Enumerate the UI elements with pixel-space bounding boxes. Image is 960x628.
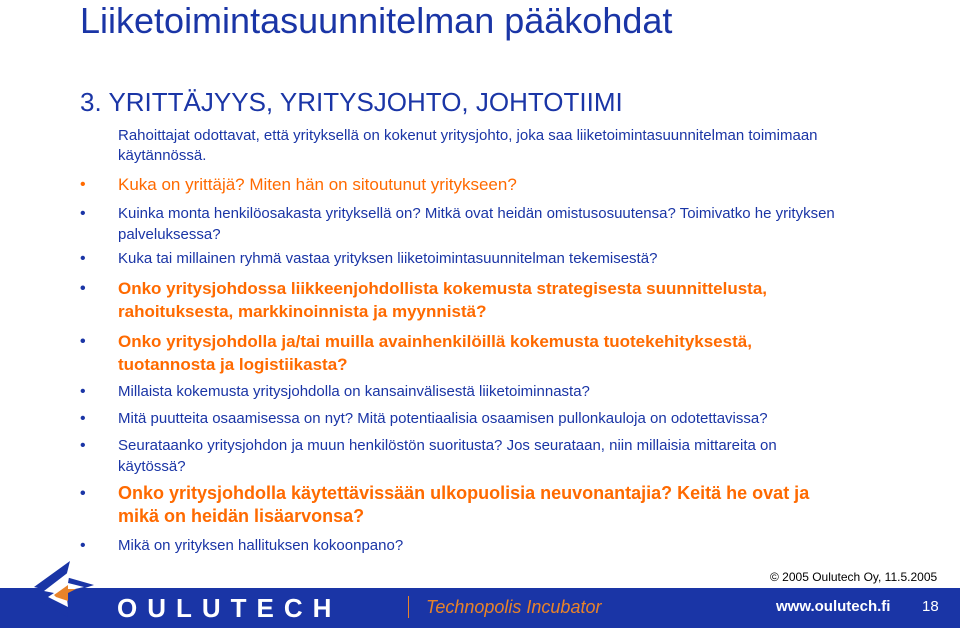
bullet-marker: •	[80, 485, 86, 502]
copyright-notice: © 2005 Oulutech Oy, 11.5.2005	[770, 570, 938, 584]
bullet-text: Kuinka monta henkilöosakasta yrityksellä on? Mitkä ovat heidän omistusosuutensa? Toimivatko he yrityksen palveluksessa?	[118, 205, 835, 243]
bullet-text: Onko yritysjohdolla ja/tai muilla avainhenkilöillä kokemusta tuotekehityksestä, tuotannosta ja logistiikasta?	[118, 332, 752, 374]
bullet-marker: •	[80, 383, 86, 400]
bullet-text: Millaista kokemusta yritysjohdolla on kansainvälisestä liiketoiminnasta?	[118, 383, 590, 400]
bullet-marker: •	[80, 410, 86, 427]
section-heading: 3. YRITTÄJYYS, YRITYSJOHTO, JOHTOTIIMI	[80, 87, 623, 117]
bullet-text: Onko yritysjohdossa liikkeenjohdollista kokemusta strategisesta suunnittelusta, rahoituksesta, markkinoinnista ja myynnistä?	[118, 279, 768, 321]
bullet-text: Kuka on yrittäjä? Miten hän on sitoutunut yritykseen?	[118, 175, 517, 194]
website-link[interactable]: www.oulutech.fi	[776, 598, 891, 615]
bullet-marker: •	[80, 537, 86, 554]
oulutech-logo-icon	[24, 555, 108, 625]
bullet-marker: •	[80, 280, 86, 297]
bullet-marker: •	[80, 333, 86, 350]
bullet-text: Mitä puutteita osaamisessa on nyt? Mitä potentiaalisia osaamisen pullonkauloja on odotettavissa?	[118, 410, 768, 427]
bullet-text: Onko yritysjohdolla käytettävissään ulkopuolisia neuvonantajia? Keitä he ovat ja mikä on heidän lisäarvonsa?	[118, 483, 810, 526]
bullet-marker: •	[80, 250, 86, 267]
bullet-text: Mikä on yrityksen hallituksen kokoonpano?	[118, 537, 404, 554]
oulutech-wordmark: OULUTECH	[117, 593, 342, 623]
bullet-text: Kuka tai millainen ryhmä vastaa yrityksen liiketoimintasuunnitelman tekemisestä?	[118, 250, 658, 267]
footer-divider	[408, 596, 409, 618]
bullet-marker: •	[80, 437, 86, 454]
footer-tagline: Technopolis Incubator	[426, 597, 602, 617]
bullet-text: Seurataanko yritysjohdon ja muun henkilöstön suoritusta? Jos seurataan, niin millaisia mittareita on käytössä?	[118, 437, 777, 475]
page-title: Liiketoimintasuunnitelman pääkohdat	[80, 0, 673, 41]
bullet-marker: •	[80, 205, 86, 222]
intro-text: Rahoittajat odottavat, että yrityksellä on kokenut yritysjohto, joka saa liiketoimintasuunnitelman toimimaan käytännössä.	[118, 127, 818, 164]
bullet-marker: •	[80, 176, 86, 193]
page-number: 18	[922, 598, 939, 615]
